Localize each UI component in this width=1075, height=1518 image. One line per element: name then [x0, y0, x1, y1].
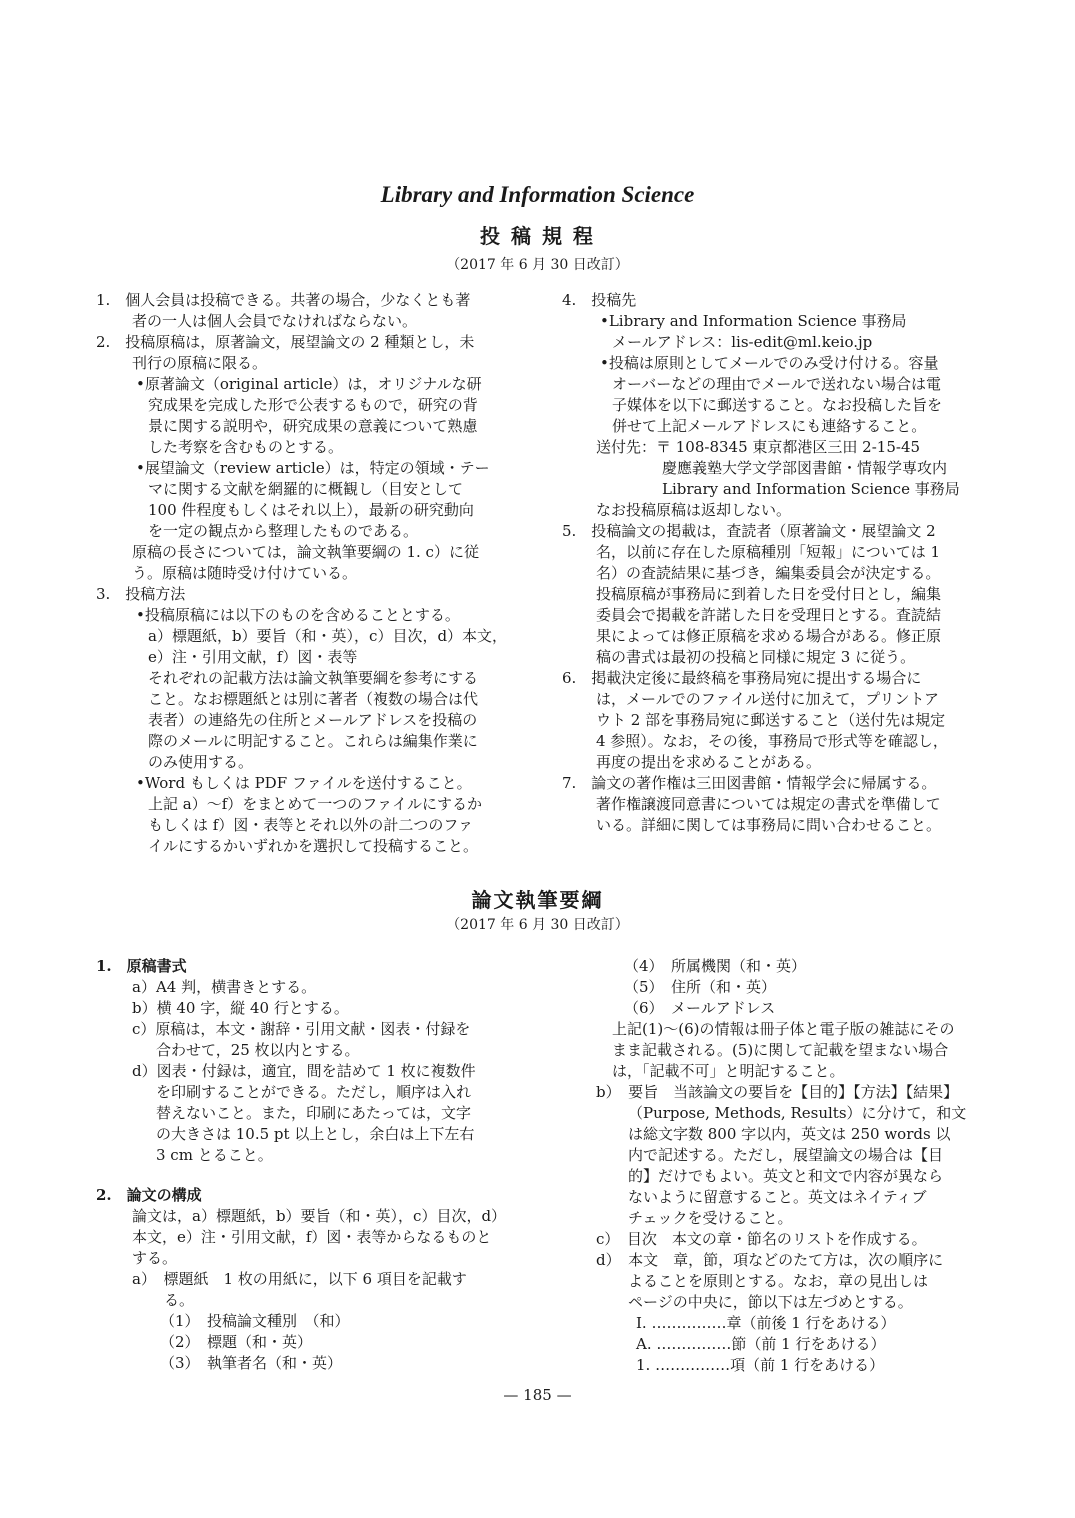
guideline-line: （Purpose, Methods, Results）に分けて，和文 — [628, 1104, 967, 1122]
guideline-line: （2） 標題（和・英） — [160, 1333, 313, 1351]
guideline-line: d） 本文 章，節，項などのたて方は，次の順序に — [596, 1251, 944, 1269]
rule-line: •Library and Information Science 事務局 — [600, 312, 907, 330]
rule-line: を一定の観点から整理したものである。 — [148, 522, 419, 540]
rule-line: 表者）の連絡先の住所とメールアドレスを投稿の — [148, 711, 478, 729]
rule-line: のみ使用する。 — [148, 753, 254, 771]
rule-line: •投稿原稿には以下のものを含めることとする。 — [136, 606, 460, 624]
guideline-line: 合わせて，25 枚以内とする。 — [156, 1041, 360, 1059]
rule-line: 上記 a）〜f）をまとめて一つのファイルにするか — [148, 795, 482, 813]
rule-line: なお投稿原稿は返却しない。 — [596, 501, 792, 519]
rule-line: 刊行の原稿に限る。 — [132, 354, 268, 372]
rule-line: マに関する文献を網羅的に概観し（目安として — [148, 480, 464, 498]
guideline-section-title: 2. 論文の構成 — [96, 1186, 202, 1204]
rule-line: は，メールでのファイル送付に加えて，プリントア — [596, 690, 940, 708]
guideline-line: c） 目次 本文の章・節名のリストを作成する。 — [596, 1230, 927, 1248]
rules-heading: 投 稿 規 程 — [480, 224, 595, 248]
rule-line: いる。詳細に関しては事務局に問い合わせること。 — [596, 816, 942, 834]
rule-line: 者の一人は個人会員でなければならない。 — [132, 312, 418, 330]
guideline-line: b）横 40 字，縦 40 行とする。 — [132, 999, 349, 1017]
rule-line: 果によっては修正原稿を求める場合がある。修正原 — [596, 627, 942, 645]
rule-line: Library and Information Science 事務局 — [662, 480, 960, 498]
guideline-line: （3） 執筆者名（和・英） — [160, 1354, 343, 1372]
guideline-line: は，「記載不可」と明記すること。 — [612, 1062, 845, 1080]
guideline-line: の大きさは 10.5 pt 以上とし，余白は上下左右 — [156, 1125, 475, 1143]
rules-revised-date: （2017 年 6 月 30 日改訂） — [446, 257, 629, 273]
guideline-line: る。 — [164, 1291, 195, 1309]
guideline-line: 1. ……………項（前 1 行をあける） — [636, 1356, 885, 1374]
rule-line: メールアドレス：lis-edit@ml.keio.jp — [612, 333, 873, 351]
guideline-line: b） 要旨 当該論文の要旨を【目的】【方法】【結果】 — [596, 1083, 959, 1101]
rule-line: 子媒体を以下に郵送すること。なお投稿した旨を — [612, 396, 943, 414]
guideline-line: ないように留意すること。英文はネイティブ — [628, 1188, 927, 1206]
guideline-line: a）A4 判，横書きとする。 — [132, 978, 317, 996]
rule-line: 100 件程度もしくはそれ以上），最新の研究動向 — [148, 501, 474, 519]
rule-line: 1. 個人会員は投稿できる。共著の場合，少なくとも著 — [96, 291, 471, 309]
guideline-line: を印刷することができる。ただし，順序は入れ — [156, 1083, 472, 1101]
rule-line: a）標題紙，b）要旨（和・英），c）目次，d）本文， — [148, 627, 508, 645]
guidelines-heading: 論文執筆要綱 — [471, 888, 604, 912]
guideline-line: a） 標題紙 1 枚の用紙に，以下 6 項目を記載す — [132, 1270, 467, 1288]
rule-line: オーバーなどの理由でメールで送れない場合は電 — [612, 375, 941, 393]
guideline-line: 3 cm とること。 — [156, 1146, 273, 1164]
guideline-line: （4） 所属機関（和・英） — [624, 957, 807, 975]
rule-line: もしくは f）図・表等とそれ以外の計二つのファ — [148, 816, 474, 834]
guideline-line: （1） 投稿論文種別 （和） — [160, 1312, 350, 1330]
guidelines-revised-date: （2017 年 6 月 30 日改訂） — [446, 917, 629, 933]
guideline-line: まま記載される。(5)に関して記載を望まない場合 — [612, 1041, 949, 1059]
rule-line: •Word もしくは PDF ファイルを送付すること。 — [136, 774, 472, 792]
rule-line: こと。なお標題紙とは別に著者（複数の場合は代 — [148, 690, 479, 708]
rule-line: 著作権譲渡同意書については規定の書式を準備して — [596, 795, 941, 813]
rule-line: 慶應義塾大学文学部図書館・情報学専攻内 — [662, 459, 948, 477]
guideline-line: 的】だけでもよい。英文と和文で内容が異なら — [628, 1167, 944, 1185]
rule-line: 4. 投稿先 — [562, 291, 637, 309]
guideline-line: 本文，e）注・引用文献，f）図・表等からなるものと — [132, 1228, 492, 1246]
rule-line: 稿の書式は最初の投稿と同様に規定 3 に従う。 — [596, 648, 916, 666]
rule-line: 委員会で掲載を許諾した日を受理日とする。査読結 — [596, 606, 942, 624]
rule-line: •展望論文（review article）は，特定の領域・テー — [136, 459, 490, 477]
rule-line: 究成果を完成した形で公表するもので，研究の背 — [148, 396, 478, 414]
rule-line: 2. 投稿原稿は，原著論文，展望論文の 2 種類とし，未 — [96, 333, 475, 351]
rule-line: 7. 論文の著作権は三田図書館・情報学会に帰属する。 — [562, 774, 937, 792]
rule-line: それぞれの記載方法は論文執筆要綱を参考にする — [148, 669, 479, 687]
rule-line: 4 参照）。なお，その後，事務局で形式等を確認し， — [596, 732, 948, 750]
rule-line: う。原稿は随時受け付けている。 — [132, 564, 358, 582]
journal-title: Library and Information Science — [380, 182, 695, 207]
guideline-line: は総文字数 800 字以内，英文は 250 words 以 — [628, 1125, 951, 1143]
rule-line: •原著論文（original article）は，オリジナルな研 — [136, 375, 482, 393]
rule-line: 6. 掲載決定後に最終稿を事務局宛に提出する場合に — [562, 669, 922, 687]
rule-line: •投稿は原則としてメールでのみ受け付ける。容量 — [600, 354, 939, 372]
guideline-line: （5） 住所（和・英） — [624, 978, 777, 996]
guideline-section-title: 1. 原稿書式 — [96, 957, 187, 975]
rule-line: e）注・引用文献，f）図・表等 — [148, 648, 358, 666]
rule-line: 5. 投稿論文の掲載は，査読者（原著論文・展望論文 2 — [562, 522, 936, 540]
rule-line: した考察を含むものとする。 — [148, 438, 344, 456]
guideline-line: チェックを受けること。 — [628, 1209, 793, 1227]
guideline-line: ページの中央に，節以下は左づめとする。 — [628, 1293, 913, 1311]
rule-line: ウト 2 部を事務局宛に郵送すること（送付先は規定 — [596, 711, 946, 729]
guideline-line: する。 — [132, 1249, 178, 1267]
guideline-line: 上記(1)〜(6)の情報は冊子体と電子版の雑誌にその — [612, 1020, 955, 1038]
page-number: — 185 — — [503, 1386, 572, 1404]
guideline-line: 論文は，a）標題紙，b）要旨（和・英），c）目次，d） — [132, 1207, 507, 1225]
rule-line: 再度の提出を求めることがある。 — [596, 753, 822, 771]
rule-line: 送付先：〒 108-8345 東京都港区三田 2-15-45 — [596, 438, 921, 456]
rule-line: 併せて上記メールアドレスにも連絡すること。 — [612, 417, 927, 435]
rule-line: 際のメールに明記すること。これらは編集作業に — [148, 732, 478, 750]
rule-line: 名）の査読結果に基づき，編集委員会が決定する。 — [596, 564, 941, 582]
guideline-line: よることを原則とする。なお，章の見出しは — [628, 1272, 929, 1290]
rule-line: 投稿原稿が事務局に到着した日を受付日とし，編集 — [596, 585, 942, 603]
guideline-line: d）図表・付録は，適宜，間を詰めて 1 枚に複数件 — [132, 1062, 476, 1080]
guideline-line: I. ……………章（前後 1 行をあける） — [636, 1314, 896, 1332]
rule-line: イルにするかいずれかを選択して投稿すること。 — [148, 837, 479, 855]
rule-line: 原稿の長さについては，論文執筆要綱の 1. c）に従 — [132, 543, 479, 561]
guideline-line: 内で記述する。ただし，展望論文の場合は【目 — [628, 1146, 944, 1164]
guideline-line: A. ……………節（前 1 行をあける） — [636, 1335, 886, 1353]
rule-line: 3. 投稿方法 — [96, 585, 186, 603]
rule-line: 名，以前に存在した原稿種別「短報」については 1 — [596, 543, 941, 561]
guideline-line: c）原稿は，本文・謝辞・引用文献・図表・付録を — [132, 1020, 471, 1038]
guideline-line: 替えないこと。また，印刷にあたっては，文字 — [156, 1104, 472, 1122]
rule-line: 景に関する説明や，研究成果の意義について熟慮 — [148, 417, 478, 435]
guideline-line: （6） メールアドレス — [624, 999, 776, 1017]
